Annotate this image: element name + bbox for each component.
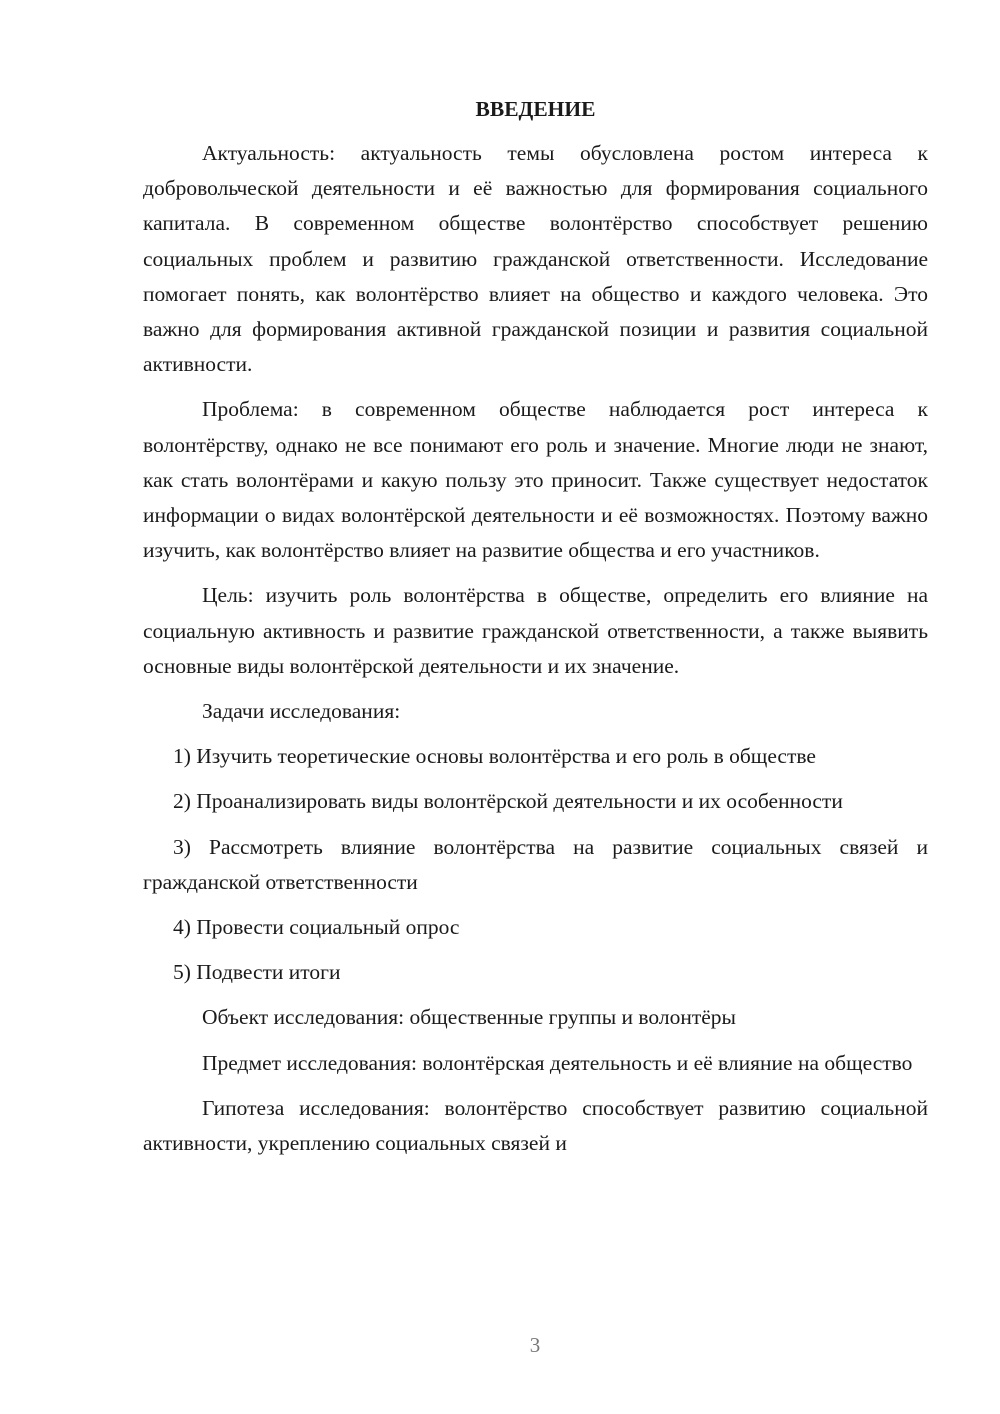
document-page <box>143 92 928 1171</box>
section-heading: ВВЕДЕНИЕ <box>475 97 596 121</box>
task-item-3: 3) Рассмотреть влияние волонтёрства на развитие социальных связей и гражданской ответственности <box>143 834 928 894</box>
paragraph-goal: Цель: изучить роль волонтёрства в обществе, определить его влияние на социальную активность и развитие гражданской ответственности, а также выявить основные виды волонтёрской деятельности и их значение. <box>143 583 928 678</box>
paragraph-object: Объект исследования: общественные группы и волонтёры <box>202 1005 736 1030</box>
paragraph-subject: Предмет исследования: волонтёрская деятельность и её влияние на общество <box>202 1050 913 1075</box>
task-item-2: 2) Проанализировать виды волонтёрской деятельности и их особенности <box>173 789 843 814</box>
paragraph-tasks-title: Задачи исследования: <box>202 699 401 724</box>
page-number: 3 <box>529 1333 541 1357</box>
task-item-5: 5) Подвести итоги <box>173 960 341 985</box>
task-item-1: 1) Изучить теоретические основы волонтёрства и его роль в обществе <box>173 744 816 769</box>
paragraph-problem: Проблема: в современном обществе наблюдается рост интереса к волонтёрству, однако не все понимают его роль и значение. Многие люди не знают, как стать волонтёрами и какую пользу это приносит. Также существует недостаток информации о видах волонтёрской деятельности и её возможностях. Поэтому важно изучить, как волонтёрство влияет на развитие общества и его участников. <box>143 397 928 563</box>
task-item-4: 4) Провести социальный опрос <box>173 915 460 940</box>
paragraph-hypothesis: Гипотеза исследования: волонтёрство способствует развитию социальной активности, укреплению социальных связей и <box>143 1095 928 1156</box>
paragraph-relevance: Актуальность: актуальность темы обусловлена ростом интереса к добровольческой деятельности и её важностью для формирования социального капитала. В современном обществе волонтёрство способствует решению социальных проблем и развитию гражданской ответственности. Исследование помогает понять, как волонтёрство влияет на общество и каждого человека. Это важно для формирования активной гражданской позиции и развития социальной активности. <box>143 141 928 377</box>
